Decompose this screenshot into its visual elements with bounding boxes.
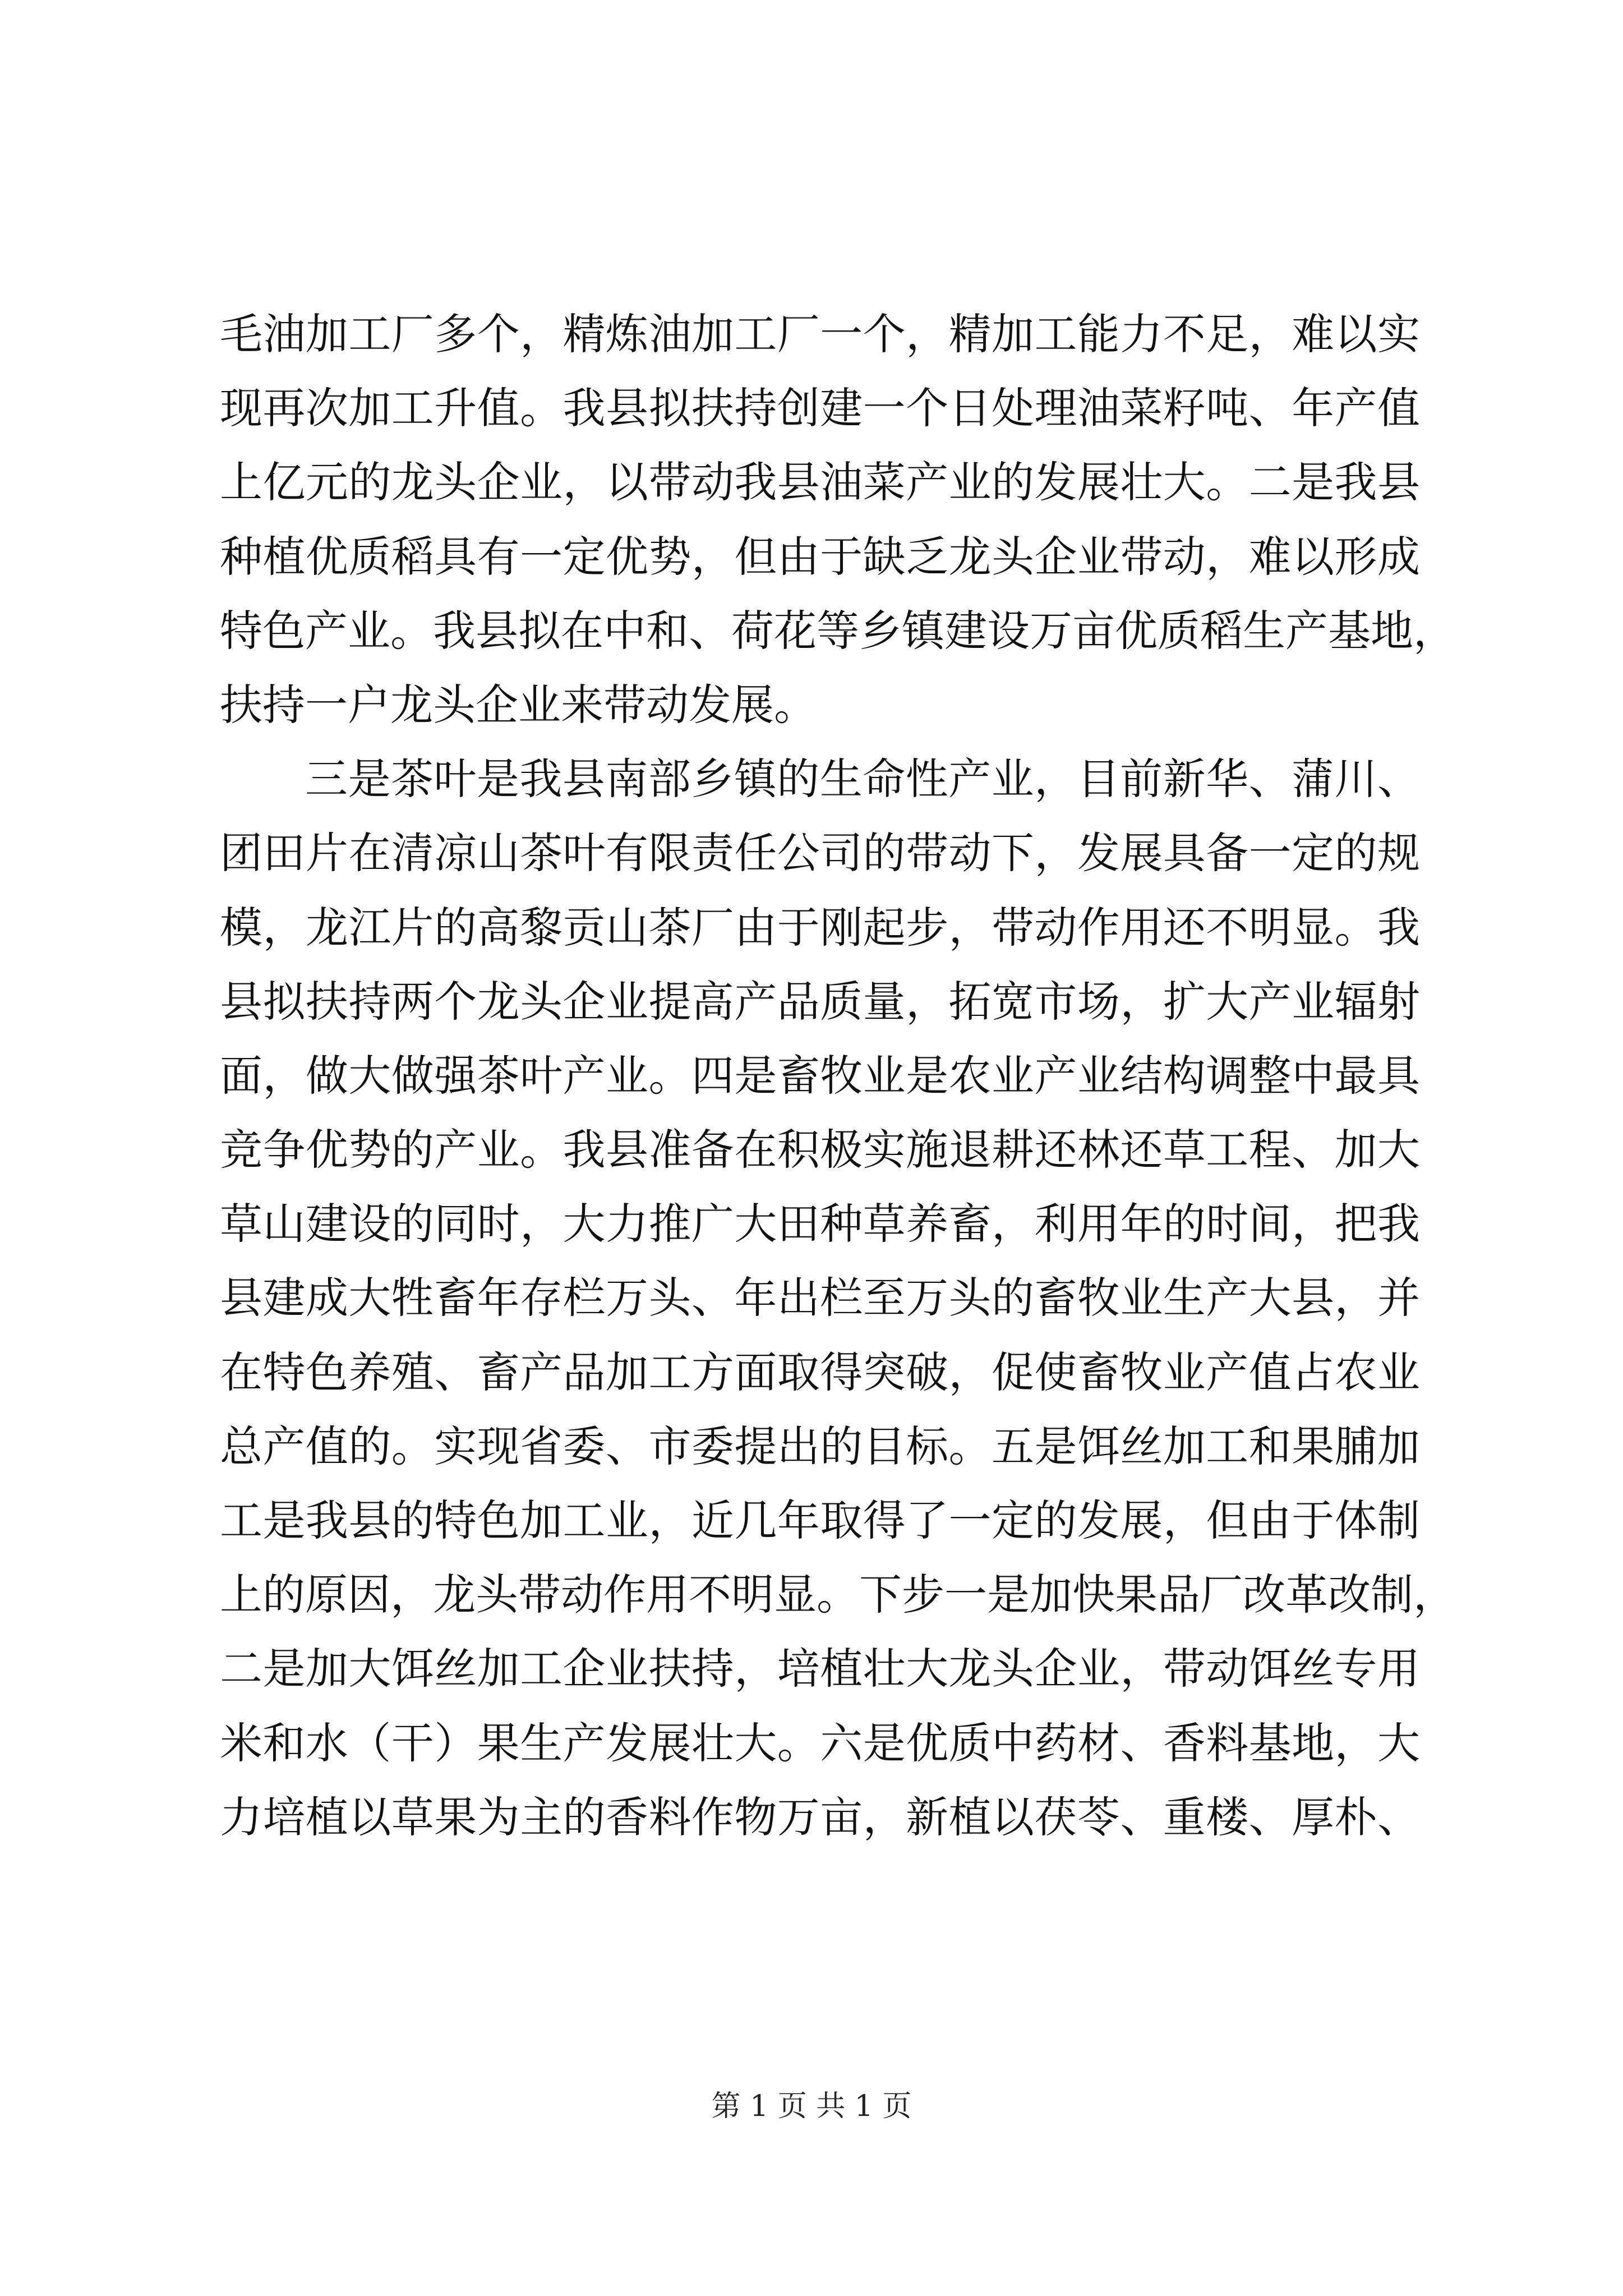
paragraph-line: 上的原因，龙头带动作用不明显。下步一是加快果品厂改革改制，	[220, 1570, 1456, 1620]
paragraph-line: 县建成大牲畜年存栏万头、年出栏至万头的畜牧业生产大县，并	[220, 1273, 1420, 1323]
paragraph-line: 县拟扶持两个龙头企业提高产品质量，拓宽市场，扩大产业辐射	[220, 976, 1420, 1027]
paragraph-line: 竞争优势的产业。我县准备在积极实施退耕还林还草工程、加大	[220, 1125, 1420, 1175]
paragraph-line: 团田片在清凉山茶叶有限责任公司的带动下，发展具备一定的规	[220, 828, 1420, 878]
paragraph-line: 上亿元的龙头企业，以带动我县油菜产业的发展壮大。二是我县	[220, 457, 1420, 508]
paragraph-line: 力培植以草果为主的香料作物万亩，新植以茯苓、重楼、厚朴、	[220, 1792, 1420, 1842]
document-body	[220, 297, 1456, 1855]
paragraph-line: 现再次加工升值。我县拟扶持创建一个日处理油菜籽吨、年产值	[220, 383, 1420, 434]
paragraph-line: 二是加大饵丝加工企业扶持，培植壮大龙头企业，带动饵丝专用	[220, 1644, 1420, 1694]
page-number-footer: 第 1 页 共 1 页	[711, 2090, 912, 2123]
paragraph-line: 模，龙江片的高黎贡山茶厂由于刚起步，带动作用还不明显。我	[220, 902, 1420, 953]
paragraph-line: 总产值的。实现省委、市委提出的目标。五是饵丝加工和果脯加	[220, 1421, 1420, 1471]
paragraph-line: 草山建设的同时，大力推广大田种草养畜，利用年的时间，把我	[220, 1199, 1420, 1249]
paragraph-2	[220, 742, 1456, 1855]
paragraph-line: 种植优质稻具有一定优势，但由于缺乏龙头企业带动，难以形成	[220, 531, 1420, 582]
paragraph-line: 特色产业。我县拟在中和、荷花等乡镇建设万亩优质稻生产基地，	[220, 605, 1456, 656]
paragraph-line: 在特色养殖、畜产品加工方面取得突破，促使畜牧业产值占农业	[220, 1347, 1420, 1397]
paragraph-line: 毛油加工厂多个，精炼油加工厂一个，精加工能力不足，难以实	[220, 309, 1420, 359]
paragraph-line: 三是茶叶是我县南部乡镇的生命性产业，目前新华、蒲川、	[305, 754, 1420, 804]
paragraph-line: 面，做大做强茶叶产业。四是畜牧业是农业产业结构调整中最具	[220, 1050, 1420, 1101]
paragraph-line: 米和水（干）果生产发展壮大。六是优质中药材、香料基地，大	[220, 1718, 1420, 1768]
paragraph-line: 扶持一户龙头企业来带动发展。	[220, 679, 817, 730]
paragraph-1	[220, 297, 1456, 742]
paragraph-line: 工是我县的特色加工业，近几年取得了一定的发展，但由于体制	[220, 1496, 1420, 1545]
